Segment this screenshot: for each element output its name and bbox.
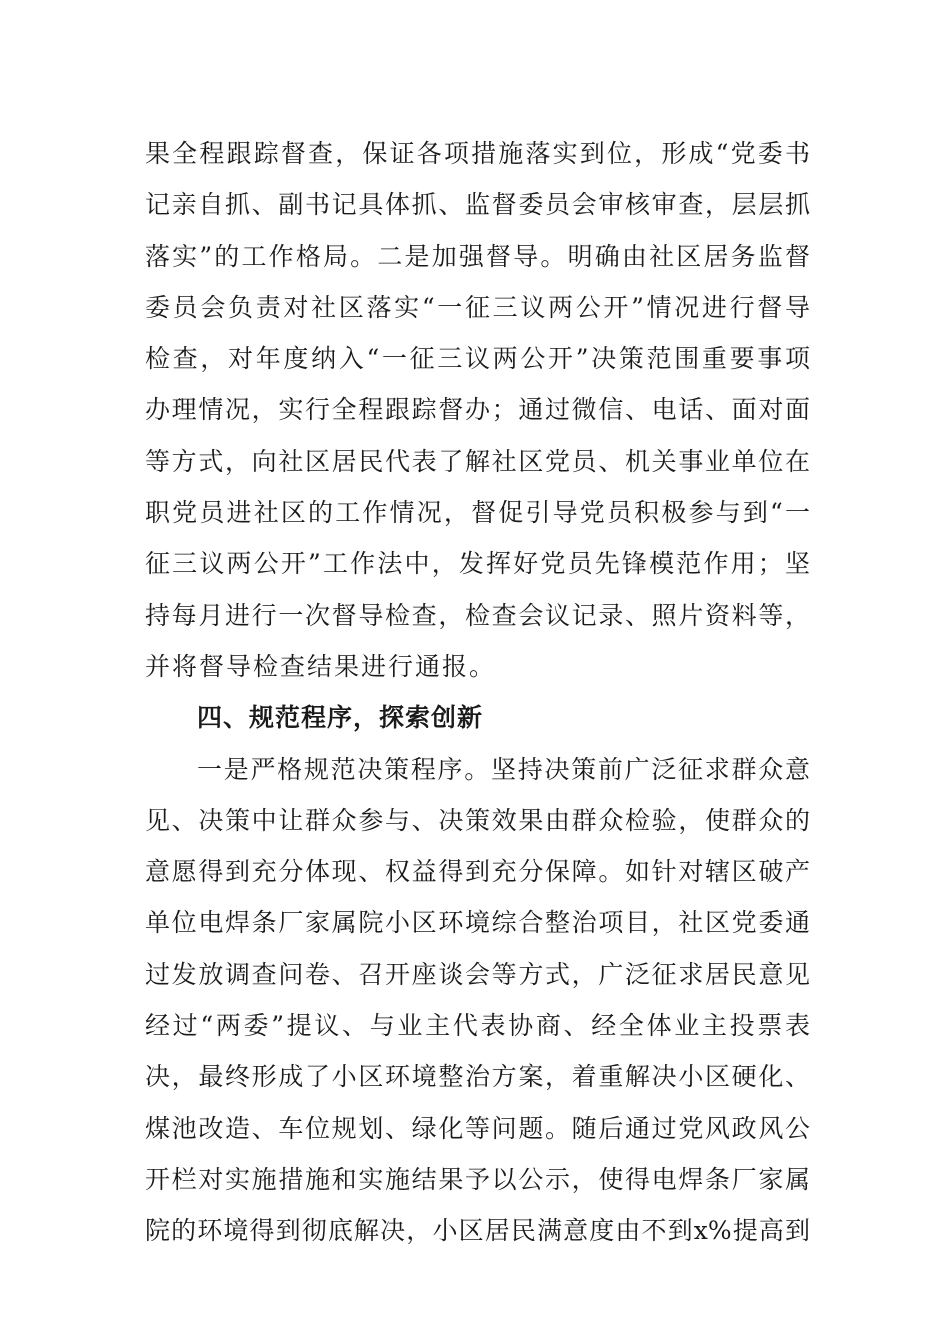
- paragraph-line: 委员会负责对社区落实“一征三议两公开”情况进行督导: [145, 292, 810, 322]
- paragraph-line: 办理情况，实行全程跟踪督办；通过微信、电话、面对面: [145, 395, 810, 425]
- paragraph-line: 持每月进行一次督导检查，检查会议记录、照片资料等，: [145, 600, 810, 630]
- paragraph-line: 决，最终形成了小区环境整治方案，着重解决小区硬化、: [145, 1062, 810, 1092]
- paragraph-line: 征三议两公开”工作法中，发挥好党员先锋模范作用；坚: [145, 549, 810, 579]
- paragraph-line: 见、决策中让群众参与、决策效果由群众检验，使群众的: [145, 805, 810, 835]
- paragraph-line: 开栏对实施措施和实施结果予以公示，使得电焊条厂家属: [145, 1164, 810, 1194]
- paragraph-line: 并将督导检查结果进行通报。: [145, 651, 497, 681]
- paragraph-line: 一是严格规范决策程序。坚持决策前广泛征求群众意: [197, 754, 810, 784]
- paragraph-line: 记亲自抓、副书记具体抓、监督委员会审核审查，层层抓: [145, 190, 810, 220]
- paragraph-line: 职党员进社区的工作情况，督促引导党员积极参与到“一: [145, 498, 810, 528]
- paragraph-line: 经过“两委”提议、与业主代表协商、经全体业主投票表: [145, 1011, 810, 1041]
- paragraph-line: 意愿得到充分体现、权益得到充分保障。如针对辖区破产: [145, 857, 810, 887]
- paragraph-line: 院的环境得到彻底解决，小区居民满意度由不到x%提高到: [145, 1216, 810, 1246]
- paragraph-line: 过发放调查问卷、召开座谈会等方式，广泛征求居民意见: [145, 959, 810, 989]
- paragraph-line: 等方式，向社区居民代表了解社区党员、机关事业单位在: [145, 446, 810, 476]
- paragraph-line: 落实”的工作格局。二是加强督导。明确由社区居务监督: [145, 241, 810, 271]
- paragraph-line: 煤池改造、车位规划、绿化等问题。随后通过党风政风公: [145, 1113, 810, 1143]
- paragraph-line: 单位电焊条厂家属院小区环境综合整治项目，社区党委通: [145, 908, 810, 938]
- body-text: [145, 128, 810, 1257]
- paragraph-line: 检查，对年度纳入“一征三议两公开”决策范围重要事项: [145, 344, 810, 374]
- section-heading: 四、规范程序，探索创新: [197, 703, 484, 733]
- paragraph-line: 果全程跟踪督查，保证各项措施落实到位，形成“党委书: [145, 139, 810, 168]
